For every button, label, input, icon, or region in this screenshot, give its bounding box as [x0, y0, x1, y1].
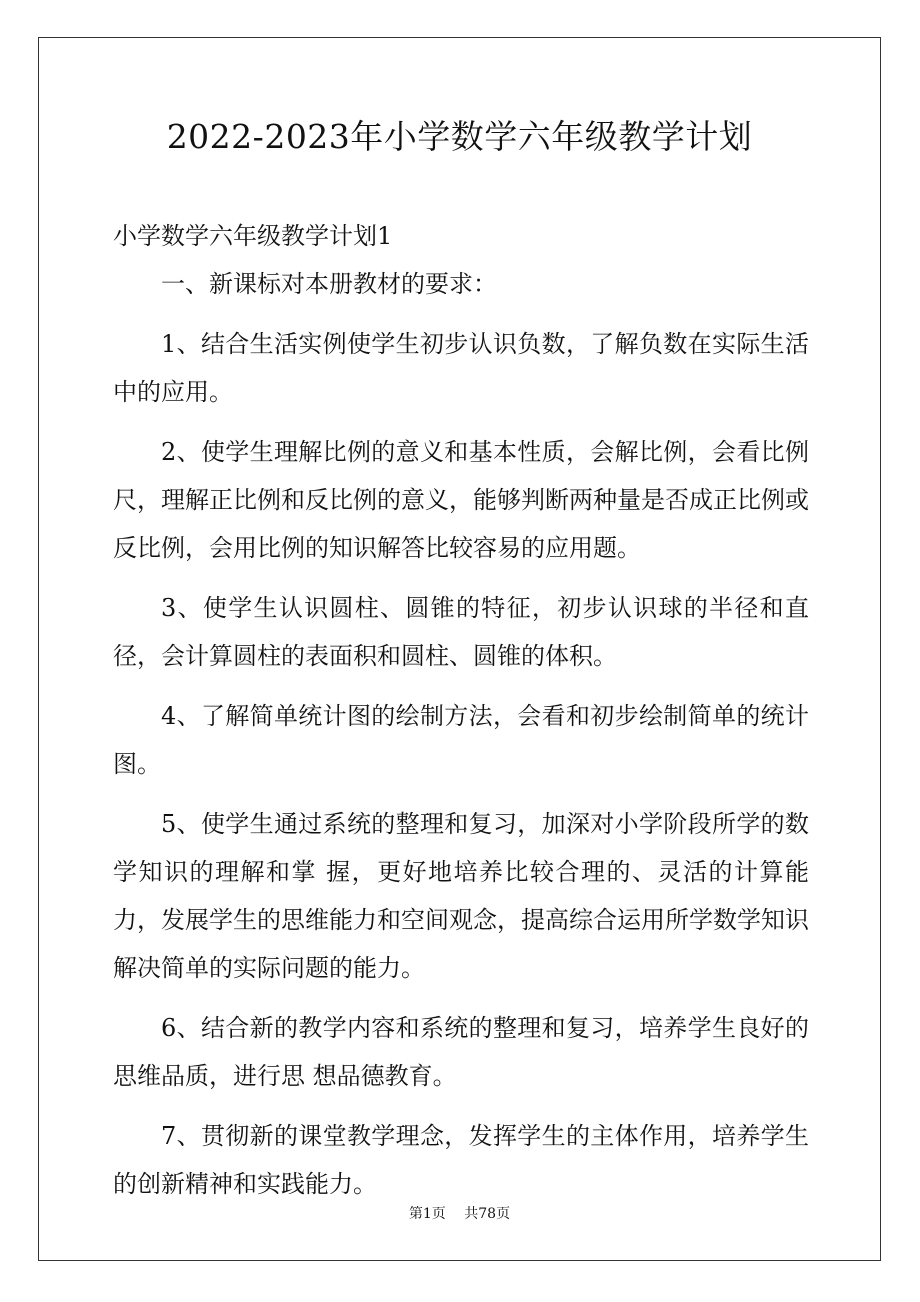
page-number: 第1页	[408, 1206, 446, 1222]
document-title: 2022-2023年小学数学六年级教学计划	[166, 117, 753, 156]
requirement-item-4: 4、了解简单统计图的绘制方法，会看和初步绘制简单的统计图。	[113, 702, 809, 778]
requirement-item-2: 2、使学生理解比例的意义和基本性质，会解比例，会看比例尺，理解正比例和反比例的意义，能够判断两种量是否成正比例或反比例，会用比例的知识解答比较容易的应用题。	[113, 438, 809, 562]
page-footer	[38, 1204, 881, 1224]
requirement-item-1: 1、结合生活实例使学生初步认识负数，了解负数在实际生活中的应用。	[113, 330, 809, 406]
section-heading: 一、新课标对本册教材的要求：	[161, 270, 497, 298]
requirement-item-3: 3、使学生认识圆柱、圆锥的特征，初步认识球的半径和直径，会计算圆柱的表面积和圆柱、圆锥的体积。	[113, 594, 809, 670]
total-pages: 共78页	[464, 1206, 511, 1222]
requirement-item-5: 5、使学生通过系统的整理和复习，加深对小学阶段所学的数学知识的理解和掌 握，更好地培养比较合理的、灵活的计算能力，发展学生的思维能力和空间观念，提高综合运用所学数学知识解决简单的实际问题的能力。	[113, 810, 809, 982]
section-subtitle: 小学数学六年级教学计划1	[113, 222, 393, 250]
document-body	[113, 212, 809, 1208]
requirement-item-7: 7、贯彻新的课堂教学理念，发挥学生的主体作用，培养学生的创新精神和实践能力。	[113, 1122, 809, 1198]
requirement-item-6: 6、结合新的教学内容和系统的整理和复习，培养学生良好的思维品质，进行思 想品德教育。	[113, 1014, 809, 1090]
